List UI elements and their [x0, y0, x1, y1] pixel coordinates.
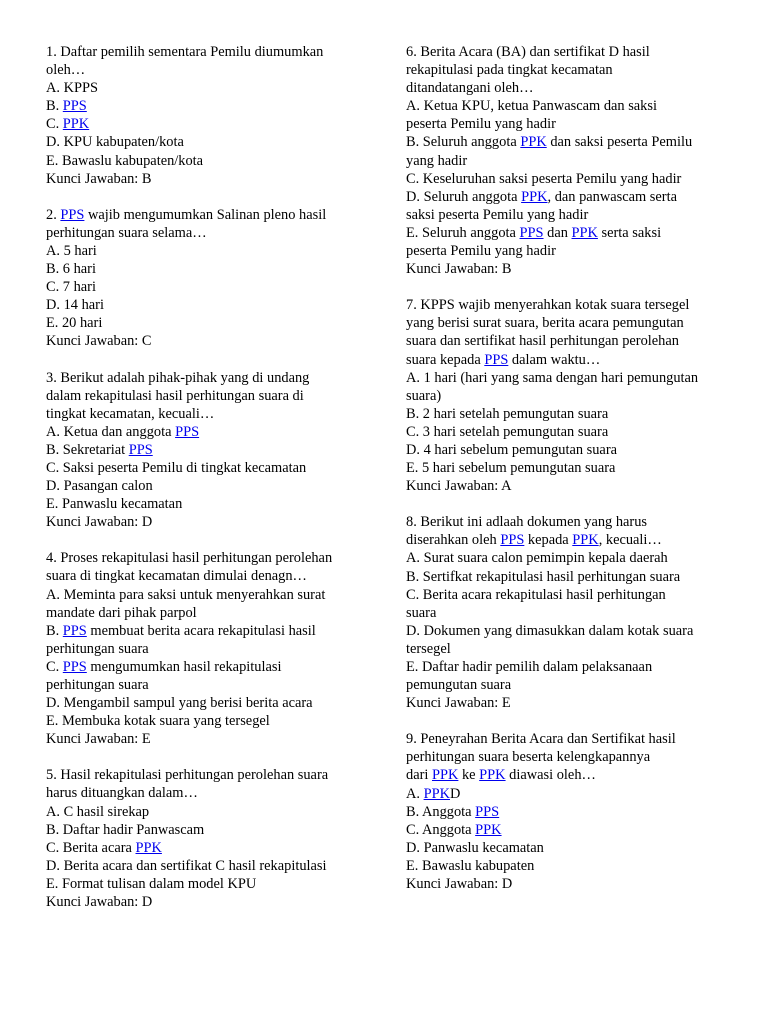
text-run: A. KPPS	[46, 80, 98, 97]
text-run: E. Daftar hadir pemilih dalam pelaksanaan	[406, 659, 653, 675]
question-line	[406, 766, 736, 784]
question-line	[406, 387, 736, 405]
text-run: yang berisi surat suara, berita acara pemungutan	[406, 315, 684, 332]
question-line	[46, 676, 376, 694]
question-line	[46, 712, 376, 730]
hyperlink[interactable]: PPK	[475, 821, 502, 838]
question-line	[46, 658, 376, 676]
text-run: B.	[46, 622, 63, 639]
text-run: suara kepada	[406, 351, 485, 368]
text-run: 5. Hasil rekapitulasi perhitungan perolehan suara	[46, 767, 329, 784]
question-line	[406, 676, 736, 694]
question-line	[406, 568, 736, 586]
text-run: Kunci Jawaban: A	[406, 478, 512, 495]
question-line	[46, 405, 376, 423]
question-line	[406, 314, 736, 332]
question-line	[406, 785, 736, 803]
question-line	[406, 658, 736, 676]
text-run: perhitungan suara	[46, 677, 149, 693]
question-line	[46, 224, 376, 242]
text-run: mandate dari pihak parpol	[46, 604, 197, 621]
question-line	[406, 152, 736, 170]
question-line	[406, 188, 736, 206]
text-run: D. Pasangan calon	[46, 478, 153, 495]
text-run: peserta Pemilu yang hadir	[406, 116, 556, 133]
question-line	[46, 459, 376, 477]
text-run: suara di tingkat kecamatan dimulai denagn…	[46, 568, 307, 585]
text-run: A. Ketua dan anggota	[46, 423, 176, 440]
hyperlink[interactable]: PPK	[431, 767, 459, 784]
text-run: D. 14 hari	[46, 297, 104, 314]
text-run: Kunci Jawaban: C	[46, 333, 152, 350]
question-line	[46, 115, 376, 133]
question-line	[406, 79, 736, 97]
question-line	[406, 115, 736, 133]
text-run: dari	[406, 767, 432, 784]
question-line	[46, 43, 376, 61]
text-run: ditandatangani oleh…	[406, 80, 534, 97]
question-line	[46, 586, 376, 604]
text-run: tingkat kecamatan, kecuali…	[46, 405, 215, 422]
question-line	[406, 513, 736, 531]
question-line	[406, 803, 736, 821]
question-line	[46, 640, 376, 658]
text-run: 9. Peneyrahan Berita Acara dan Sertifikat hasil	[406, 731, 676, 748]
question-line	[406, 441, 736, 459]
question-line	[406, 821, 736, 839]
text-run: E. 5 hari sebelum pemungutan suara	[406, 460, 616, 477]
question-line	[46, 152, 376, 170]
text-run: perhitungan suara selama…	[46, 224, 207, 241]
question-line	[406, 260, 736, 278]
text-run: 6. Berita Acara (BA) dan sertifikat D hasil	[406, 44, 650, 60]
text-run: D. KPU kabupaten/kota	[46, 134, 184, 151]
text-run: perhitungan suara	[46, 640, 149, 657]
hyperlink[interactable]: PPK	[479, 767, 506, 784]
question-block	[406, 296, 736, 495]
text-run: C. Keseluruhan saksi peserta Pemilu yang hadir	[406, 170, 682, 187]
question-line	[46, 857, 376, 875]
text-run: , dan panwascam serta	[547, 188, 677, 205]
question-block	[406, 513, 736, 712]
text-run: C. 7 hari	[46, 279, 96, 296]
question-line	[46, 79, 376, 97]
question-line	[46, 97, 376, 115]
text-run: A. 1 hari (hari yang sama dengan hari pemungutan	[406, 369, 699, 386]
hyperlink[interactable]: PPS	[500, 532, 525, 549]
left-column	[46, 43, 376, 929]
text-run: serta saksi	[597, 224, 662, 241]
text-run: diawasi oleh…	[505, 767, 596, 784]
text-run: membuat berita acara rekapitulasi hasil	[86, 622, 316, 639]
question-line	[46, 784, 376, 802]
question-line	[406, 43, 736, 61]
question-line	[46, 133, 376, 151]
question-line	[46, 821, 376, 839]
text-run: C. Saksi peserta Pemilu di tingkat kecamatan	[46, 459, 307, 476]
question-line	[46, 332, 376, 350]
question-line	[46, 622, 376, 640]
question-block	[406, 730, 736, 893]
text-run: tersegel	[406, 640, 451, 657]
hyperlink[interactable]: PPS	[128, 441, 153, 458]
text-run: oleh…	[46, 62, 86, 79]
question-block	[46, 206, 376, 351]
question-line	[406, 242, 736, 260]
question-line	[406, 423, 736, 441]
text-run: rekapitulasi pada tingkat kecamatan	[406, 62, 613, 79]
hyperlink[interactable]: PPS	[175, 423, 200, 440]
question-line	[406, 97, 736, 115]
question-line	[46, 567, 376, 585]
text-run: B. Anggota	[406, 803, 476, 820]
text-run: yang hadir	[406, 152, 468, 169]
question-line	[406, 730, 736, 748]
question-line	[406, 857, 736, 875]
text-run: B.	[46, 98, 63, 115]
text-run: dan	[543, 224, 572, 241]
text-run: D. Seluruh anggota	[406, 188, 522, 205]
question-line	[406, 477, 736, 495]
text-run: A. Ketua KPU, ketua Panwascam dan saksi	[406, 98, 657, 115]
text-run: B. Daftar hadir Panwascam	[46, 821, 205, 838]
question-line	[46, 513, 376, 531]
hyperlink[interactable]: PPS	[62, 98, 87, 115]
question-line	[406, 206, 736, 224]
text-run: suara)	[406, 387, 442, 404]
text-run: 2.	[46, 206, 61, 223]
text-run: B. Seluruh anggota	[406, 134, 521, 151]
question-line	[46, 423, 376, 441]
question-block	[46, 43, 376, 188]
hyperlink[interactable]: PPK	[135, 839, 162, 856]
text-run: C.	[46, 116, 63, 133]
question-line	[46, 242, 376, 260]
question-line	[406, 549, 736, 567]
question-line	[46, 875, 376, 893]
text-run: harus dituangkan dalam…	[46, 785, 198, 802]
question-line	[406, 875, 736, 893]
text-run: C. Berita acara	[46, 839, 136, 856]
question-line	[406, 694, 736, 712]
question-line	[46, 260, 376, 278]
hyperlink[interactable]: PPK	[520, 134, 547, 151]
text-run: suara	[406, 604, 437, 621]
question-line	[406, 748, 736, 766]
hyperlink[interactable]: PPK	[423, 785, 450, 802]
question-line	[406, 839, 736, 857]
question-line	[46, 278, 376, 296]
text-run: Kunci Jawaban: E	[406, 695, 511, 712]
question-line	[46, 495, 376, 513]
question-line	[406, 369, 736, 387]
text-run: peserta Pemilu yang hadir	[406, 243, 556, 260]
hyperlink[interactable]: PPS	[475, 803, 500, 820]
text-run: dalam waktu…	[508, 351, 601, 368]
question-line	[406, 224, 736, 242]
text-run: dan saksi peserta Pemilu	[546, 134, 693, 151]
question-line	[406, 61, 736, 79]
question-line	[46, 387, 376, 405]
question-line	[46, 549, 376, 567]
question-line	[406, 604, 736, 622]
hyperlink[interactable]: PPS	[62, 658, 87, 675]
text-run: D	[450, 785, 461, 802]
question-line	[406, 531, 736, 549]
question-block	[46, 766, 376, 911]
hyperlink[interactable]: PPS	[484, 351, 509, 368]
text-run: A. Meminta para saksi untuk menyerahkan surat	[46, 586, 326, 603]
question-line	[406, 586, 736, 604]
text-run: E. Format tulisan dalam model KPU	[46, 875, 257, 892]
text-run: C.	[46, 658, 63, 675]
question-line	[406, 133, 736, 151]
question-line	[46, 296, 376, 314]
text-run: suara dan sertifikat hasil perhitungan perolehan	[406, 333, 679, 350]
hyperlink[interactable]: PPS	[62, 622, 87, 639]
text-run: A.	[406, 785, 424, 802]
text-run: saksi peserta Pemilu yang hadir	[406, 206, 589, 223]
text-run: kepada	[524, 532, 573, 549]
text-run: A. 5 hari	[46, 242, 97, 259]
text-run: 8. Berikut ini adlaah dokumen yang harus	[406, 514, 647, 531]
question-line	[46, 694, 376, 712]
text-run: C. 3 hari setelah pemungutan suara	[406, 423, 609, 440]
text-run: ke	[458, 767, 480, 784]
question-block	[406, 43, 736, 278]
text-run: mengumumkan hasil rekapitulasi	[86, 658, 282, 675]
text-run: wajib mengumumkan Salinan pleno hasil	[84, 206, 327, 223]
question-line	[46, 369, 376, 387]
text-run: 1. Daftar pemilih sementara Pemilu diumumkan	[46, 44, 324, 60]
question-line	[406, 405, 736, 423]
text-run: Kunci Jawaban: D	[46, 514, 153, 531]
hyperlink[interactable]: PPS	[60, 206, 85, 223]
text-run: E. Bawaslu kabupaten/kota	[46, 152, 204, 169]
question-line	[46, 206, 376, 224]
hyperlink[interactable]: PPK	[571, 224, 598, 241]
text-run: Kunci Jawaban: D	[46, 894, 153, 911]
hyperlink[interactable]: PPK	[62, 116, 90, 133]
question-line	[406, 296, 736, 314]
question-line	[406, 170, 736, 188]
question-line	[46, 61, 376, 79]
text-run: , kecuali…	[598, 532, 662, 549]
text-run: Kunci Jawaban: D	[406, 876, 513, 893]
text-run: B. 2 hari setelah pemungutan suara	[406, 405, 609, 422]
question-line	[46, 803, 376, 821]
text-run: E. 20 hari	[46, 315, 103, 332]
question-line	[46, 314, 376, 332]
text-run: E. Panwaslu kecamatan	[46, 496, 183, 513]
text-run: A. C hasil sirekap	[46, 803, 150, 820]
text-run: E. Bawaslu kabupaten	[406, 857, 535, 874]
question-line	[406, 332, 736, 350]
question-line	[406, 622, 736, 640]
text-run: E. Membuka kotak suara yang tersegel	[46, 713, 270, 730]
hyperlink[interactable]: PPS	[519, 224, 544, 241]
question-line	[406, 640, 736, 658]
hyperlink[interactable]: PPK	[572, 532, 599, 549]
text-run: 7. KPPS wajib menyerahkan kotak suara tersegel	[406, 297, 690, 314]
question-line	[406, 351, 736, 369]
question-block	[46, 369, 376, 532]
question-line	[46, 893, 376, 911]
question-line	[46, 477, 376, 495]
question-line	[46, 730, 376, 748]
question-line	[46, 839, 376, 857]
text-run: D. 4 hari sebelum pemungutan suara	[406, 441, 618, 458]
text-run: pemungutan suara	[406, 677, 512, 694]
text-run: C. Anggota	[406, 821, 476, 838]
question-line	[46, 604, 376, 622]
text-run: 3. Berikut adalah pihak-pihak yang di undang	[46, 369, 310, 386]
text-run: D. Panwaslu kecamatan	[406, 839, 544, 856]
question-line	[406, 459, 736, 477]
text-run: D. Dokumen yang dimasukkan dalam kotak suara	[406, 622, 694, 639]
text-run: Kunci Jawaban: B	[406, 261, 512, 278]
text-run: B. Sertifkat rekapitulasi hasil perhitungan suara	[406, 568, 681, 585]
text-run: D. Berita acara dan sertifikat C hasil rekapitulasi	[46, 857, 327, 874]
text-run: A. Surat suara calon pemimpin kepala daerah	[406, 550, 668, 567]
text-run: dalam rekapitulasi hasil perhitungan suara di	[46, 387, 304, 404]
text-run: B. 6 hari	[46, 261, 96, 278]
question-line	[46, 441, 376, 459]
text-run: Kunci Jawaban: E	[46, 731, 151, 748]
question-line	[46, 766, 376, 784]
question-line	[46, 170, 376, 188]
text-run: E. Seluruh anggota	[406, 224, 520, 241]
hyperlink[interactable]: PPK	[521, 188, 548, 205]
text-run: perhitungan suara beserta kelengkapannya	[406, 749, 651, 766]
right-column	[406, 43, 736, 911]
text-run: Kunci Jawaban: B	[46, 170, 152, 187]
question-block	[46, 549, 376, 748]
text-run: B. Sekretariat	[46, 441, 129, 458]
text-run: 4. Proses rekapitulasi hasil perhitungan perolehan	[46, 550, 333, 567]
text-run: D. Mengambil sampul yang berisi berita acara	[46, 695, 313, 712]
text-run: diserahkan oleh	[406, 532, 501, 549]
text-run: C. Berita acara rekapitulasi hasil perhitungan	[406, 586, 666, 603]
